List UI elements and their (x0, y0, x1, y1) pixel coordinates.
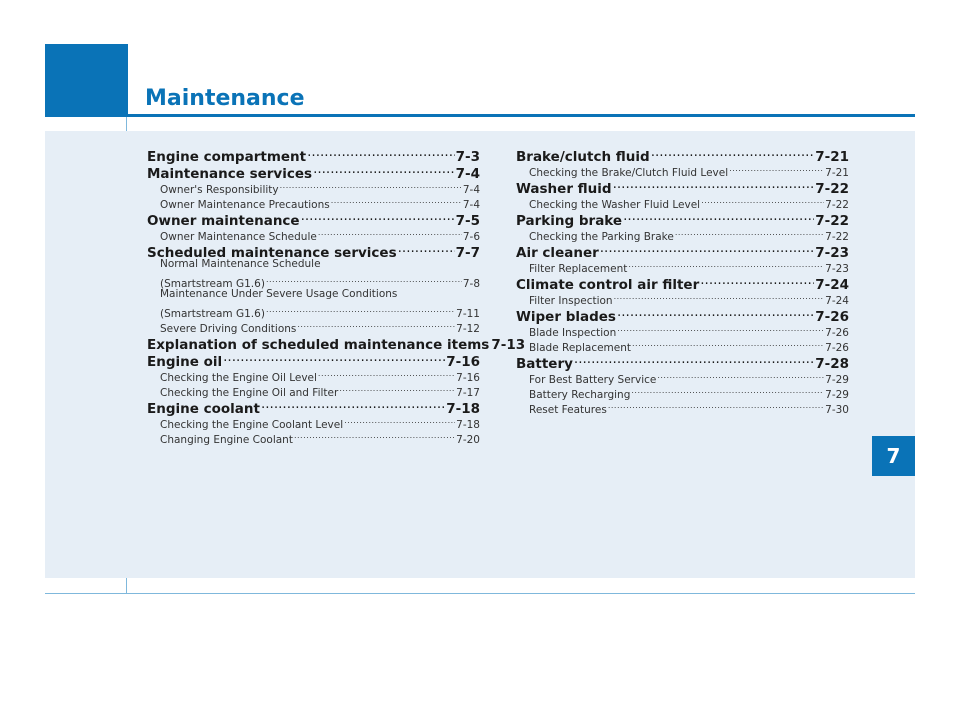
toc-page-number: 7-28 (815, 356, 849, 372)
leader-dots (729, 161, 824, 176)
toc-subentry-title: Blade Replacement (529, 342, 632, 354)
leader-dots (700, 272, 814, 289)
toc-page-number: 7-29 (825, 374, 849, 386)
leader-dots (701, 193, 824, 208)
toc-entry-title: Air cleaner (516, 245, 599, 261)
toc-page-number: 7-23 (825, 263, 849, 275)
toc-page-number: 7-8 (462, 278, 480, 290)
leader-dots (318, 366, 455, 381)
toc-page-number: 7-6 (462, 231, 480, 243)
toc-entry-title: Engine oil (147, 354, 223, 370)
leader-dots (623, 208, 814, 225)
toc-page-number: 7-17 (456, 387, 480, 399)
toc-entry-title: Maintenance services (147, 166, 313, 182)
leader-dots (261, 396, 445, 413)
toc-page-number: 7-24 (825, 295, 849, 307)
toc-page-number: 7-7 (455, 245, 480, 261)
toc-subentry-title: Checking the Engine Oil and Filter (160, 387, 339, 399)
toc-subentry-title: Filter Inspection (529, 295, 613, 307)
page-title: Maintenance (145, 86, 305, 111)
toc-column-left (147, 144, 526, 446)
toc-subentry-title-line[interactable]: Normal Maintenance Schedule (160, 258, 321, 270)
toc-page-number: 7-22 (825, 231, 849, 243)
toc-entry-title: Engine compartment (147, 149, 307, 165)
toc-page-number: 7-5 (455, 213, 480, 229)
toc-subentry-title: Blade Inspection (529, 327, 617, 339)
leader-dots (651, 144, 815, 161)
toc-page-number: 7-21 (815, 149, 849, 165)
leader-dots (613, 176, 815, 193)
toc-subentry-title: For Best Battery Service (529, 374, 657, 386)
leader-dots (398, 240, 455, 257)
leader-dots (294, 428, 455, 443)
toc-page-number: 7-20 (456, 434, 480, 446)
toc-subentry-title: Changing Engine Coolant (160, 434, 293, 446)
toc-page-number: 7-26 (825, 327, 849, 339)
leader-dots (301, 208, 455, 225)
leader-dots (631, 383, 824, 398)
toc-subentry-title-cont: (Smartstream G1.6) (160, 308, 265, 320)
toc-page-number: 7-18 (456, 419, 480, 431)
leader-dots (617, 321, 824, 336)
toc-page-number: 7-22 (815, 181, 849, 197)
toc-subentry-title: Reset Features (529, 404, 607, 416)
toc-page-number: 7-22 (825, 199, 849, 211)
toc-subentry-title: Battery Recharging (529, 389, 631, 401)
leader-dots (628, 257, 824, 272)
toc-entry-title: Wiper blades (516, 309, 616, 325)
toc-entry-title: Climate control air filter (516, 277, 700, 293)
leader-dots (344, 413, 455, 428)
toc-entry-title: Engine coolant (147, 401, 260, 417)
leader-dots (600, 240, 814, 257)
leader-dots (266, 302, 455, 317)
toc-page-number: 7-22 (815, 213, 849, 229)
leader-dots (313, 161, 455, 178)
toc-entry-title: Battery (516, 356, 573, 372)
toc-page-number: 7-4 (462, 199, 480, 211)
leader-dots (307, 144, 455, 161)
chapter-tab[interactable]: 7 (872, 436, 915, 476)
title-underline (128, 114, 915, 117)
toc-entry-title: Owner maintenance (147, 213, 300, 229)
toc-page-number: 7-16 (446, 354, 480, 370)
toc-page-number: 7-26 (815, 309, 849, 325)
toc-subentry-title: Checking the Washer Fluid Level (529, 199, 701, 211)
toc-subentry-title: Owner Maintenance Precautions (160, 199, 330, 211)
toc-page-number: 7-13 (491, 337, 526, 353)
toc-subentry[interactable] (147, 302, 480, 320)
toc-entry-title: Explanation of scheduled maintenance items (147, 337, 490, 353)
leader-dots (318, 225, 462, 240)
toc-subentry-title: Checking the Parking Brake (529, 231, 674, 243)
toc-subentry-title: Filter Replacement (529, 263, 628, 275)
toc-page-number: 7-16 (456, 372, 480, 384)
toc-page-number: 7-26 (825, 342, 849, 354)
toc-subentry-title-line[interactable]: Maintenance Under Severe Usage Conditions (160, 288, 398, 300)
leader-dots (331, 193, 462, 208)
toc-page-number: 7-29 (825, 389, 849, 401)
leader-dots (657, 368, 824, 383)
toc-page-number: 7-21 (825, 167, 849, 179)
leader-dots (266, 272, 462, 287)
leader-dots (617, 304, 814, 321)
toc-entry[interactable] (516, 144, 849, 165)
leader-dots (574, 351, 814, 368)
toc-entry-title: Scheduled maintenance services (147, 245, 397, 261)
leader-dots (614, 289, 825, 304)
toc-page-number: 7-12 (456, 323, 480, 335)
toc-page-number: 7-11 (456, 308, 480, 320)
leader-dots (339, 381, 455, 396)
toc-entry[interactable] (147, 144, 480, 165)
toc-subentry-title: Checking the Engine Coolant Level (160, 419, 344, 431)
toc-subentry[interactable] (147, 272, 480, 290)
toc-entry-title: Washer fluid (516, 181, 612, 197)
toc-column-right (516, 144, 849, 416)
leader-dots (280, 178, 462, 193)
toc-subentry-title-cont: (Smartstream G1.6) (160, 278, 265, 290)
toc-entry-title: Brake/clutch fluid (516, 149, 650, 165)
toc-page-number: 7-4 (462, 184, 480, 196)
toc-subentry-title: Severe Driving Conditions (160, 323, 297, 335)
toc-page-number: 7-24 (815, 277, 849, 293)
toc-entry-title: Parking brake (516, 213, 623, 229)
toc-subentry-title: Checking the Engine Oil Level (160, 372, 317, 384)
toc-page-number: 7-4 (455, 166, 480, 182)
toc-page-number: 7-23 (815, 245, 849, 261)
toc-page-number: 7-18 (446, 401, 480, 417)
toc-subentry-title: Owner Maintenance Schedule (160, 231, 317, 243)
leader-dots (608, 398, 824, 413)
toc-subentry-title: Owner's Responsibility (160, 184, 279, 196)
leader-dots (223, 349, 445, 366)
leader-dots (632, 336, 824, 351)
leader-dots (675, 225, 824, 240)
leader-dots (297, 317, 455, 332)
chapter-corner-block (45, 44, 128, 117)
toc-subentry-title: Checking the Brake/Clutch Fluid Level (529, 167, 729, 179)
bottom-rule (45, 593, 915, 594)
toc-page-number: 7-3 (455, 149, 480, 165)
toc-page-number: 7-30 (825, 404, 849, 416)
